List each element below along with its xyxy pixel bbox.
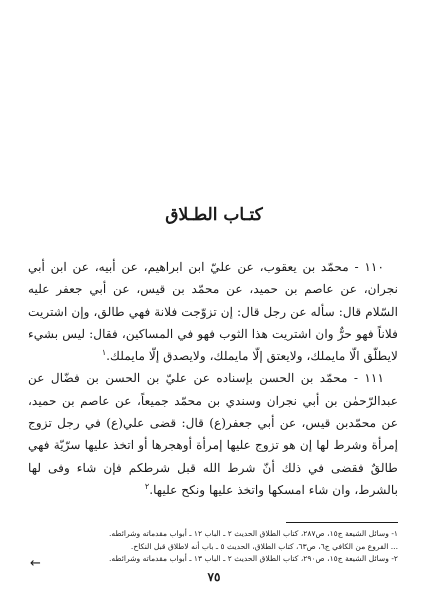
continuation-arrow-icon: ← xyxy=(30,556,41,571)
paragraph-text: ١١٠ - محمّد بن يعقوب، عن عليّ ابن ابراهيم، عن أبيه، عن ابن أبي نجران، عن عاصم بن حميد، عن محمّد بن قيس، عن أبي جعفر عليه السّلام قال: سأله عن رجل قال: إن تزوّجت فلانة فهي طالق، وإن اشتريت فلاناً فهو حرٌّ وان اشتريت هذا الثوب فهو في المساكين، فقال: ليس بشيء لايطلّق الّا مايملك، ولايعتق إلّا مايملك، ولايصدق إلّا مايملك. xyxy=(28,260,398,364)
footnote: ... الفروع من الكافي ج٦، ص٦٣، كتاب الطلاق، الحديث ٥ ـ باب أنه لاطلاق قبل النكاح. xyxy=(130,541,398,551)
footnote: ١- وسائل الشيعة ج١٥، ص٢٨٧، كتاب الطلاق الحديث ٢ ـ الباب ١٢ ـ أبواب مقدماته وشرائطه. xyxy=(109,529,398,538)
chapter-title: كتـاب الطـلاق xyxy=(165,205,263,225)
footnote-ref: ٢ xyxy=(144,481,150,491)
page-number: ٧٥ xyxy=(207,570,221,584)
paragraph-text: ١١١ - محمّد بن الحسن بإسناده عن عليّ بن الحسن بن فضّال عن عبدالرّحمٰن بن أبي نجران وسندي بن محمّد جميعاً، عن عاصم بن حميد، عن محمّدبن قيس، عن أبي جعفر(ع) قال: قضى علي(ع) في رجل تزوج إمرأة وشرط لها إن هو تزوج عليها إمرأة أوهجرها أو اتخذ عليها سرّيّة فهي طالقٌ فقضى في ذلك أنّ شرط الله قبل شرطكم فإن شاء وفى لها بالشرط، وان شاء امسكها واتخذ عليها ونكح عليها. xyxy=(28,371,398,497)
hadith-paragraph xyxy=(28,367,398,501)
footnotes xyxy=(28,528,398,566)
body-text xyxy=(28,256,398,501)
footnote-ref: ١ xyxy=(101,348,107,358)
hadith-paragraph xyxy=(28,256,398,367)
footnote: ٢- وسائل الشيعة ج١٥، ص٢٩٠، كتاب الطلاق الحديث ٢ ـ الباب ١٣ ـ أبواب مقدماته وشرائطه. xyxy=(109,554,398,563)
footnote-divider xyxy=(286,522,398,523)
